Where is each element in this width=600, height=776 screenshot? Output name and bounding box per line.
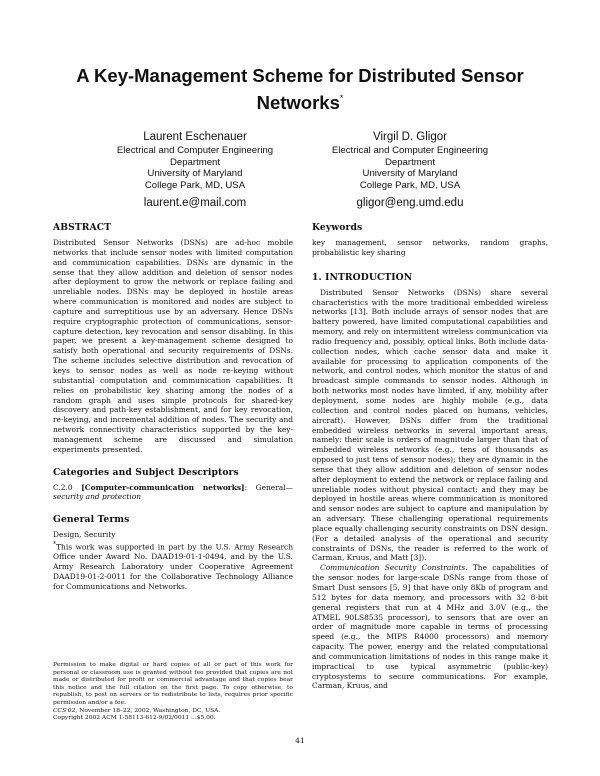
author-block-2 <box>295 130 525 210</box>
author-email: gligor@eng.umd.edu <box>356 197 464 210</box>
author-city: College Park, MD, USA <box>144 179 246 191</box>
categories-heading: Categories and Subject Descriptors <box>53 466 239 478</box>
general-terms-heading: General Terms <box>53 514 130 526</box>
page-number: 41 <box>295 736 305 745</box>
author-city: College Park, MD, USA <box>359 179 461 191</box>
author-email: laurent.e@mail.com <box>143 197 247 210</box>
title-footnote-mark: * <box>339 93 344 103</box>
general-terms-text: Design, Security <box>53 530 116 540</box>
introduction-heading: 1. INTRODUCTION <box>312 271 413 283</box>
introduction-paragraph-2-text: The capabilities of the sensor nodes for large-scale DSNs range from those of Smart Dust sensors [5, 9] that have only 8Kb of program and 512 bytes for data memory, and processors with 32 8-bit general registers that run at 4 MHz and 3.0V (e.g., the ATMEL 90LS8535 processor), to sensors that are over an order of magnitude more capable in terms of processing speed (e.g., the MIPS R4000 processors) and memory capacity. The power, energy and the related computational and communication limitations of nodes in this range make it impractical to use typical asymmetric (public-key) cryptosystems to secure communications. For example, Carman, Kruus, and <box>312 563 548 691</box>
permission-notice <box>53 661 293 722</box>
keywords-text: key management, sensor networks, random graphs, probabilistic key sharing <box>312 238 548 257</box>
author-department-line-2: Department <box>169 156 221 168</box>
title-line-2-text: Networks <box>256 92 340 113</box>
abstract-heading: ABSTRACT <box>53 222 112 233</box>
abstract-text: Distributed Sensor Networks (DSNs) are ad-hoc mobile networks that include sensor nodes with limited computation and communication capabilities. DSNs are dynamic in the sense that they allow addition and deletion of sensor nodes after deployment to grow the network or replace failing and unreliable nodes. DSNs may be deployed in hostile areas where communication is monitored and nodes are subject to capture and surreptitious use by an adversary. Hence DSNs require cryptographic protection of communications, sensor-capture detection, key revocation and sensor disabling. In this paper, we present a key-management scheme designed to satisfy both operational and security requirements of DSNs. The scheme includes selective distribution and revocation of keys to sensor nodes as well as node re-keying without substantial computation and communication capabilities. It relies on probabilistic key sharing among the nodes of a random graph and uses simple protocols for shared-key discovery and path-key establishment, and for key revocation, re-keying, and incremental addition of nodes. The security and network connectivity characteristics supported by the key-management scheme are discussed and simulation experiments presented. <box>53 238 293 454</box>
category-label: [Computer-communication networks] <box>81 482 245 492</box>
conference-details: November 18–22, 2002, Washington, DC, USA. <box>77 706 221 714</box>
title-line-2 <box>40 87 560 114</box>
author-name: Virgil D. Gligor <box>373 131 447 143</box>
paragraph-run-in-heading: Communication Security Constraints. <box>320 563 468 573</box>
category-code: C.2.0 <box>53 482 73 492</box>
footnote-mark: * <box>53 541 57 549</box>
keywords-heading: Keywords <box>312 222 363 233</box>
author-department: Electrical and Computer Engineering <box>116 145 274 156</box>
category-rest: : General— <box>244 482 293 492</box>
author-university: University of Maryland <box>362 168 458 180</box>
copyright-line: Copyright 2002 ACM 1-58113-612-9/02/0011 ...$5.00. <box>53 714 216 722</box>
title-line-1: A Key-Management Scheme for Distributed Sensor <box>76 65 524 86</box>
right-column <box>312 222 548 757</box>
author-university: University of Maryland <box>147 168 243 180</box>
author-name: Laurent Eschenauer <box>143 131 247 143</box>
category-subject: security and protection <box>53 492 141 502</box>
conference-name: CCS'02, <box>53 706 78 714</box>
author-block-1 <box>80 130 310 210</box>
introduction-paragraph-2 <box>312 563 548 691</box>
conference-line <box>53 707 293 715</box>
introduction-paragraph-1: Distributed Sensor Networks (DSNs) share several characteristics with the more traditional embedded wireless networks [13]. Both include arrays of sensor nodes that are battery powered, have limited computational capabilities and memory, and rely on intermittent wireless communication via radio frequency and, possibly, optical links. Both include data-collection nodes, which cache sensor data and make it available for processing to application components of the network, and control nodes, which monitor the status of and broadcast simple commands to sensor nodes. Although in both networks most nodes have limited, if any, mobility after deployment, some nodes are highly mobile (e.g., data collection and control nodes placed on humans, vehicles, aircraft). However, DSNs differ from the traditional embedded wireless networks in several important areas, namely: their scale is orders of magnitude larger than that of embedded wireless networks (e.g., tens of thousands as opposed to just tens of sensor nodes); they are dynamic in the sense that they allow addition and deletion of sensor nodes after deployment to extend the network or replace failing and unreliable nodes without physical contact; and they may be deployed in hostile areas where communication is monitored and sensor nodes are subject to capture and manipulation by an adversary. These challenging operational requirements place equally challenging security constraints on DSN design. (For a detailed analysis of the operational and security constraints of DSNs, the reader is referred to the work of Carman, Kruus, and Matt [3]). <box>312 287 548 563</box>
categories-text <box>53 483 293 503</box>
permission-text: Permission to make digital or hard copies of all or part of this work for personal or classroom use is granted without fee provided that copies are not made or distributed for profit or commercial advantage and that copies bear this notice and the full citation on the first page. To copy otherwise, to republish, to post on servers or to redistribute to lists, requires prior specific permission and/or a fee. <box>53 661 293 706</box>
funding-footnote <box>53 540 293 592</box>
footnote-text: This work was supported in part by the U.S. Army Research Office under Award No. DAAD19-01-1-0494, and by the U.S. Army Research Laboratory under Cooperative Agreement DAAD19-01-2-0011 for the Collaborative Technology Alliance for Communications and Networks. <box>53 542 293 591</box>
author-department: Electrical and Computer Engineering <box>331 145 489 156</box>
paper-title <box>40 64 560 114</box>
author-department-line-2: Department <box>384 156 436 168</box>
